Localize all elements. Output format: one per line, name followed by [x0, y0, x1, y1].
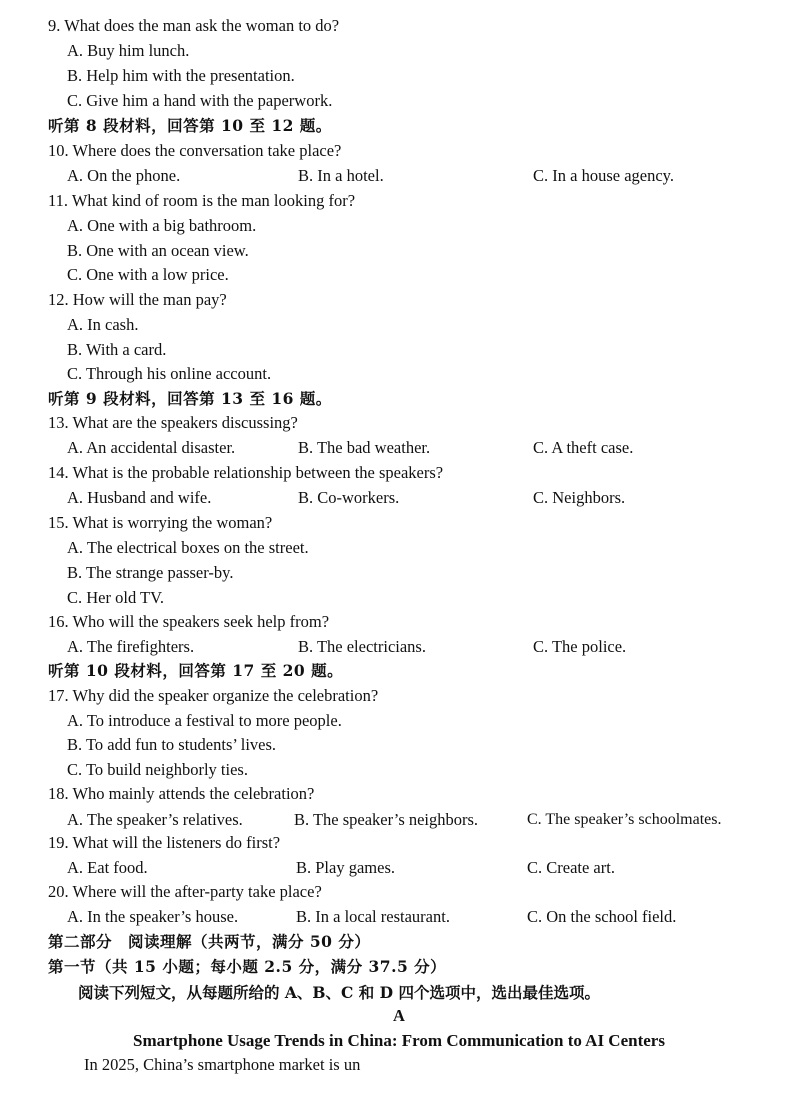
- q17-option-c: C. To build neighborly ties.: [67, 760, 248, 779]
- q14-option-b: B. Co-workers.: [298, 488, 400, 507]
- part-2-heading: 第二部分 阅读理解（共两节，满分 50 分）: [48, 932, 371, 951]
- q13-option-b: B. The bad weather.: [298, 438, 431, 457]
- q19-option-a: A. Eat food.: [67, 858, 148, 877]
- q15-option-b: B. The strange passer-by.: [67, 563, 234, 582]
- q15-option-c: C. Her old TV.: [67, 588, 165, 607]
- q11-option-b: B. One with an ocean view.: [67, 241, 249, 260]
- q13-option-a: A. An accidental disaster.: [67, 438, 236, 457]
- q13-option-c: C. A theft case.: [533, 438, 634, 457]
- q11-option-c: C. One with a low price.: [67, 265, 229, 284]
- question-11-stem: 11. What kind of room is the man looking for?: [48, 191, 356, 210]
- question-20-stem: 20. Where will the after-party take place?: [48, 882, 322, 901]
- question-16-stem: 16. Who will the speakers seek help from?: [48, 612, 330, 631]
- section-10-heading: 听第 10 段材料，回答第 17 至 20 题。: [48, 661, 344, 680]
- q19-option-b: B. Play games.: [296, 858, 395, 877]
- q12-option-b: B. With a card.: [67, 340, 167, 359]
- q12-option-a: A. In cash.: [67, 315, 139, 334]
- section-9-heading: 听第 9 段材料，回答第 13 至 16 题。: [48, 389, 332, 408]
- question-12-stem: 12. How will the man pay?: [48, 290, 227, 309]
- q11-option-a: A. One with a big bathroom.: [67, 216, 257, 235]
- q9-option-b: B. Help him with the presentation.: [67, 66, 295, 85]
- question-15-stem: 15. What is worrying the woman?: [48, 513, 273, 532]
- question-19-stem: 19. What will the listeners do first?: [48, 833, 281, 852]
- q15-option-a: A. The electrical boxes on the street.: [67, 538, 309, 557]
- q10-option-c: C. In a house agency.: [533, 166, 674, 185]
- question-17-stem: 17. Why did the speaker organize the celebration?: [48, 686, 379, 705]
- q9-option-a: A. Buy him lunch.: [67, 41, 190, 60]
- q18-option-c: C. The speaker’s schoolmates.: [527, 811, 722, 828]
- q18-option-b: B. The speaker’s neighbors.: [294, 810, 479, 829]
- q14-option-a: A. Husband and wife.: [67, 488, 212, 507]
- question-13-stem: 13. What are the speakers discussing?: [48, 413, 298, 432]
- passage-title: Smartphone Usage Trends in China: From Communication to AI Centers: [133, 1031, 665, 1050]
- section-8-heading: 听第 8 段材料，回答第 10 至 12 题。: [48, 116, 332, 135]
- q17-option-a: A. To introduce a festival to more people.: [67, 711, 342, 730]
- q16-option-c: C. The police.: [533, 637, 627, 656]
- q16-option-a: A. The firefighters.: [67, 637, 195, 656]
- passage-first-line: In 2025, China’s smartphone market is un: [84, 1055, 361, 1074]
- q14-option-c: C. Neighbors.: [533, 488, 626, 507]
- q20-option-b: B. In a local restaurant.: [296, 907, 450, 926]
- question-9-stem: 9. What does the man ask the woman to do?: [48, 16, 340, 35]
- passage-letter: A: [393, 1006, 405, 1025]
- q20-option-c: C. On the school field.: [527, 907, 677, 926]
- q20-option-a: A. In the speaker’s house.: [67, 907, 239, 926]
- q16-option-b: B. The electricians.: [298, 637, 426, 656]
- question-10-stem: 10. Where does the conversation take place?: [48, 141, 342, 160]
- reading-instruction: 阅读下列短文，从每题所给的 A、B、C 和 D 四个选项中，选出最佳选项。: [78, 983, 600, 1002]
- q9-option-c: C. Give him a hand with the paperwork.: [67, 91, 333, 110]
- question-14-stem: 14. What is the probable relationship between the speakers?: [48, 463, 444, 482]
- q10-option-a: A. On the phone.: [67, 166, 181, 185]
- q10-option-b: B. In a hotel.: [298, 166, 384, 185]
- question-18-stem: 18. Who mainly attends the celebration?: [48, 784, 315, 803]
- q19-option-c: C. Create art.: [527, 858, 615, 877]
- section-1-heading: 第一节（共 15 小题；每小题 2.5 分，满分 37.5 分）: [48, 957, 447, 976]
- q17-option-b: B. To add fun to students’ lives.: [67, 735, 277, 754]
- q18-option-a: A. The speaker’s relatives.: [67, 810, 243, 829]
- q12-option-c: C. Through his online account.: [67, 364, 272, 383]
